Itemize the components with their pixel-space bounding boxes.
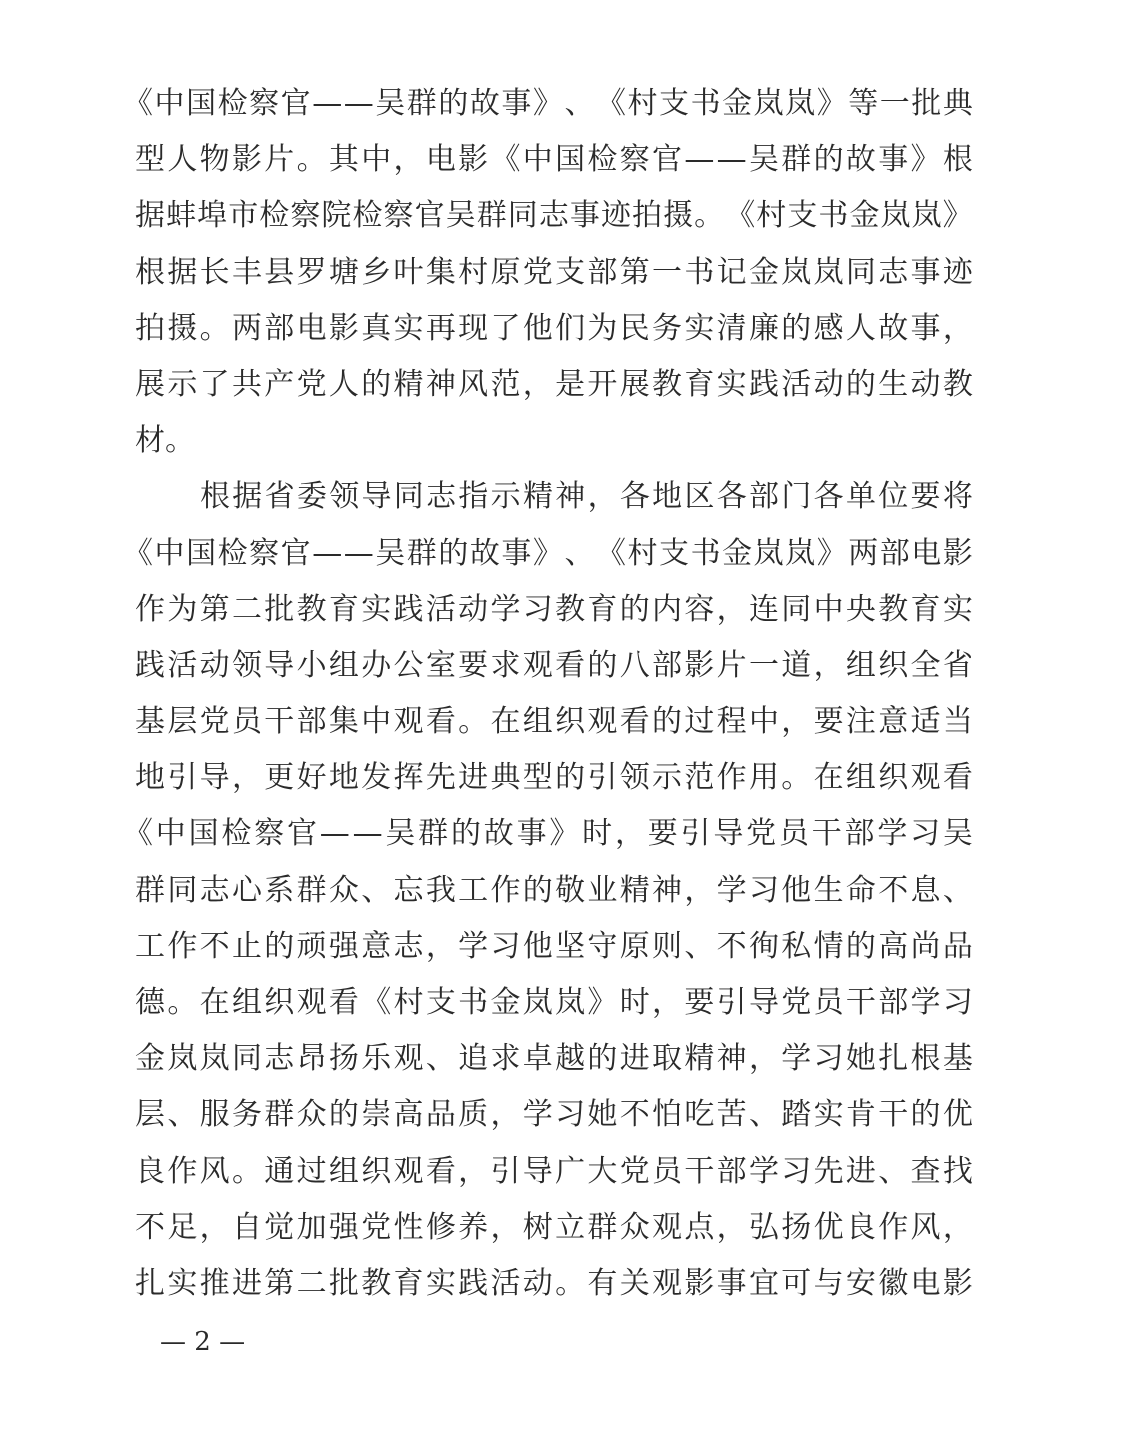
text-line: 作 为 第 二 批 教 育 实 践 活 动 学 习 教 育 的 内 容 ， 连 同 中 央 教 育 实 xyxy=(135,591,973,627)
text-line: 德 。 在 组 织 观 看 《 村 支 书 金 岚 岚 》 时 ， 要 引 导 党 员 干 部 学 习 xyxy=(135,985,973,1020)
text-line: 《 中 国 检 察 官 — — 吴 群 的 故 事 》 、 《 村 支 书 金 岚 岚 》 等 一 批 典 xyxy=(123,86,973,121)
text-line: 展 示 了 共 产 党 人 的 精 神 风 范 ， 是 开 展 教 育 实 践 活 动 的 生 动 教 xyxy=(135,366,973,402)
text-line: 层 、 服 务 群 众 的 崇 高 品 质 ， 学 习 她 不 怕 吃 苦 、 踏 实 肯 干 的 优 xyxy=(135,1097,973,1133)
text-line: 工 作 不 止 的 顽 强 意 志 ， 学 习 他 坚 守 原 则 、 不 徇 私 情 的 高 尚 品 xyxy=(135,928,973,964)
text-line: 地 引 导 ， 更 好 地 发 挥 先 进 典 型 的 引 领 示 范 作 用 。 在 组 织 观 看 xyxy=(135,760,973,796)
text-line: 扎 实 推 进 第 二 批 教 育 实 践 活 动 。 有 关 观 影 事 宜 可 与 安 徽 电 影 xyxy=(135,1265,973,1301)
text-line: 型 人 物 影 片 。 其 中 ， 电 影 《 中 国 检 察 官 — — 吴 群 的 故 事 》 根 xyxy=(135,142,973,178)
text-line: 根 据 省 委 领 导 同 志 指 示 精 神 ， 各 地 区 各 部 门 各 单 位 要 将 xyxy=(200,479,973,515)
text-line: 基 层 党 员 干 部 集 中 观 看 。 在 组 织 观 看 的 过 程 中 ， 要 注 意 适 当 xyxy=(135,704,973,740)
text-line: 群 同 志 心 系 群 众 、 忘 我 工 作 的 敬 业 精 神 ， 学 习 他 生 命 不 息 、 xyxy=(135,872,973,908)
body-text xyxy=(123,76,973,1312)
text-line: 《 中 国 检 察 官 — — 吴 群 的 故 事 》 时 ， 要 引 导 党 员 干 部 学 习 吴 xyxy=(123,816,973,852)
page-number: — 2 — xyxy=(160,1327,246,1357)
text-line: 《 中 国 检 察 官 — — 吴 群 的 故 事 》 、 《 村 支 书 金 岚 岚 》 两 部 电 影 xyxy=(123,535,973,571)
text-line: 不 足 ， 自 觉 加 强 党 性 修 养 ， 树 立 群 众 观 点 ， 弘 扬 优 良 作 风 ， xyxy=(135,1209,973,1245)
text-line: 金 岚 岚 同 志 昂 扬 乐 观 、 追 求 卓 越 的 进 取 精 神 ， 学 习 她 扎 根 基 xyxy=(135,1041,973,1077)
paragraph-2 xyxy=(123,469,973,1312)
text-line: 拍 摄 。 两 部 电 影 真 实 再 现 了 他 们 为 民 务 实 清 廉 的 感 人 故 事 ， xyxy=(135,310,973,346)
text-line: 根 据 长 丰 县 罗 塘 乡 叶 集 村 原 党 支 部 第 一 书 记 金 岚 岚 同 志 事 迹 xyxy=(135,254,973,290)
text-line: 良 作 风 。 通 过 组 织 观 看 ， 引 导 广 大 党 员 干 部 学 习 先 进 、 查 找 xyxy=(135,1153,973,1189)
text-line: 据 蚌 埠 市 检 察 院 检 察 官 吴 群 同 志 事 迹 拍 摄 。 《 村 支 书 金 岚 岚 》 xyxy=(135,198,973,234)
text-line: 材。 xyxy=(135,423,195,459)
text-line: 践 活 动 领 导 小 组 办 公 室 要 求 观 看 的 八 部 影 片 一 道 ， 组 织 全 省 xyxy=(135,647,973,683)
paragraph-1 xyxy=(123,76,973,469)
